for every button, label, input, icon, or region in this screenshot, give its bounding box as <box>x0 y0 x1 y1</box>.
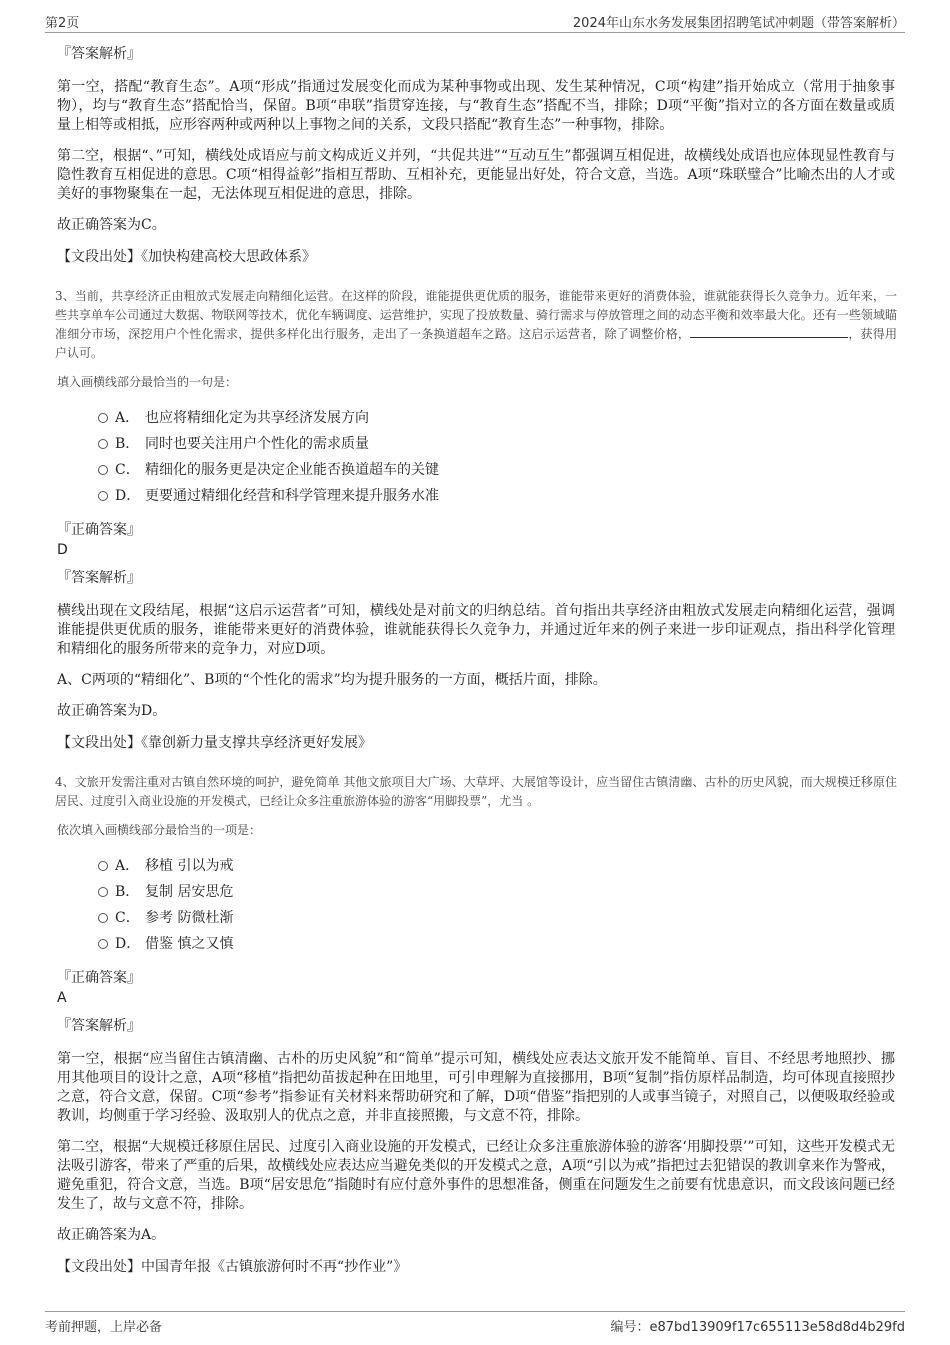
correct-answer-label: 『正确答案』 <box>57 970 141 986</box>
page-header <box>45 12 905 33</box>
option-c[interactable]: C． 参考 防微杜渐 <box>98 908 895 934</box>
question-prompt: 填入画横线部分最恰当的一句是： <box>57 375 238 389</box>
radio-icon[interactable] <box>98 887 108 897</box>
conclusion: 故正确答案为D。 <box>57 703 167 719</box>
radio-icon[interactable] <box>98 913 108 923</box>
analysis-label: 『答案解析』 <box>57 46 141 62</box>
options-list <box>98 408 895 512</box>
question-stem: 4、文旅开发需注重对古镇自然环境的呵护，避免简单 其他文旅项目大广场、大草坪、大展馆等设计，应当留住古镇清幽、古朴的历史风貌，而大规模迁移原住居民、过度引入商业设施的开发模式，已经让众多注重旅游体验的游客“用脚投票”，尤当 。 <box>55 775 897 808</box>
radio-icon[interactable] <box>98 491 108 501</box>
radio-icon[interactable] <box>98 861 108 871</box>
analysis-paragraph: 第一空，搭配“教育生态”。A项“形成”指通过发展变化而成为某种事物或出现、发生某种情况，C项“构建”指开始成立（常用于抽象事物），均与“教育生态”搭配恰当，保留。B项“串联”指贯穿连接，与“教育生态”搭配不当，排除；D项“平衡”指对立的各方面在数量或质量上相等或相抵，应形容两种或两种以上事物之间的关系，文段只搭配“教育生态”一种事物，排除。 <box>57 79 895 133</box>
conclusion: 故正确答案为C。 <box>57 217 166 233</box>
option-a[interactable]: A． 移植 引以为戒 <box>98 856 895 882</box>
document-id: 编号：e87bd13909f17c655113e58d8d4b29fd <box>610 1320 905 1335</box>
source-citation: 【文段出处】《靠创新力量支撑共享经济更好发展》 <box>57 735 372 751</box>
option-c[interactable]: C． 精细化的服务更是决定企业能否换道超车的关键 <box>98 460 895 486</box>
analysis-paragraph: 第二空，根据“大规模迁移原住居民、过度引入商业设施的开发模式，已经让众多注重旅游体验的游客‘用脚投票’”可知，这些开发模式无法吸引游客，带来了严重的后果，故横线处应表达应当避免类似的开发模式之意，A项“引以为戒”指把过去犯错误的教训拿来作为警戒，避免重犯，符合文意，当选。B项“居安思危”指随时有应付意外事件的思想准备，侧重在问题发生之前要有忧患意识，而文段该问题已经发生了，故与文意不符，排除。 <box>57 1139 895 1212</box>
analysis-paragraph: 第二空，根据“、”可知，横线处成语应与前文构成近义并列，“共促共进”“互动互生”都强调互相促进，故横线处成语也应体现显性教育与隐性教育互相促进的意思。C项“相得益彰”指相互帮助、互相补充，更能显出好处，符合文意，当选。A项“珠联璧合”比喻杰出的人才或美好的事物聚集在一起，无法体现互相促进的意思，排除。 <box>57 148 895 202</box>
source-citation: 【文段出处】中国青年报《古镇旅游何时不再“抄作业”》 <box>57 1259 408 1275</box>
analysis-paragraph: 横线出现在文段结尾，根据“这启示运营者”可知，横线处是对前文的归纳总结。首句指出共享经济由粗放式发展走向精细化运营，强调谁能提供更优质的服务，谁能带来更好的消费体验，谁就能获得长久竞争力，并通过近年来的例子来进一步印证观点，指出科学化管理和精细化的服务所带来的竞争力，对应D项。 <box>57 603 895 657</box>
analysis-paragraph: A、C两项的“精细化”、B项的“个性化的需求”均为提升服务的一方面，概括片面，排除。 <box>57 672 607 688</box>
option-a[interactable]: A． 也应将精细化定为共享经济发展方向 <box>98 408 895 434</box>
radio-icon[interactable] <box>98 413 108 423</box>
correct-answer: A <box>57 990 67 1006</box>
page-number: 第2页 <box>45 16 80 31</box>
source-citation: 【文段出处】《加快构建高校大思政体系》 <box>57 249 316 265</box>
radio-icon[interactable] <box>98 465 108 475</box>
analysis-paragraph: 第一空，根据“应当留住古镇清幽、古朴的历史风貌”和“简单”提示可知，横线处应表达文旅开发不能简单、盲目、不经思考地照抄、挪用其他项目的设计之意，A项“移植”指把幼苗拔起种在田地里，可引申理解为直接挪用，B项“复制”指仿原样品制造，均可体现直接照抄之意，符合文意，保留。C项“参考”指参证有关材料来帮助研究和了解，D项“借鉴”指把别的人或事当镜子，对照自己，以便吸取经验或教训，均侧重于学习经验、汲取别人的优点之意，并非直接照搬，与文意不符，排除。 <box>57 1051 895 1124</box>
options-list <box>98 856 895 960</box>
conclusion: 故正确答案为A。 <box>57 1227 166 1243</box>
analysis-label: 『答案解析』 <box>57 570 141 586</box>
correct-answer-label: 『正确答案』 <box>57 522 141 538</box>
document-body <box>57 44 895 1297</box>
answer-blank <box>690 325 848 338</box>
question-stem: 3、当前，共享经济正由粗放式发展走向精细化运营。在这样的阶段，谁能提供更优质的服务，谁能带来更好的消费体验，谁就能获得长久竞争力。近年来，一些共享单车公司通过大数据、物联网等技术，优化车辆调度、运营维护，实现了投放数量、骑行需求与停放管理之间的动态平衡和效率最大化。还有一些领域瞄准细分市场，深挖用户个性化需求，提供多样化出行服务，走出了一条换道超车之路。这启示运营者，除了调整价格， ，获得用户认可。 <box>55 289 897 360</box>
option-d[interactable]: D． 更要通过精细化经营和科学管理来提升服务水准 <box>98 486 895 512</box>
correct-answer: D <box>57 542 68 558</box>
option-b[interactable]: B． 复制 居安思危 <box>98 882 895 908</box>
analysis-label: 『答案解析』 <box>57 1018 141 1034</box>
option-d[interactable]: D． 借鉴 慎之又慎 <box>98 934 895 960</box>
option-b[interactable]: B． 同时也要关注用户个性化的需求质量 <box>98 434 895 460</box>
footer-slogan: 考前押题，上岸必备 <box>45 1320 163 1335</box>
radio-icon[interactable] <box>98 939 108 949</box>
question-prompt: 依次填入画横线部分最恰当的一项是： <box>57 823 262 837</box>
document-title: 2024年山东水务发展集团招聘笔试冲刺题（带答案解析） <box>572 16 905 31</box>
page-footer <box>45 1311 905 1334</box>
radio-icon[interactable] <box>98 439 108 449</box>
